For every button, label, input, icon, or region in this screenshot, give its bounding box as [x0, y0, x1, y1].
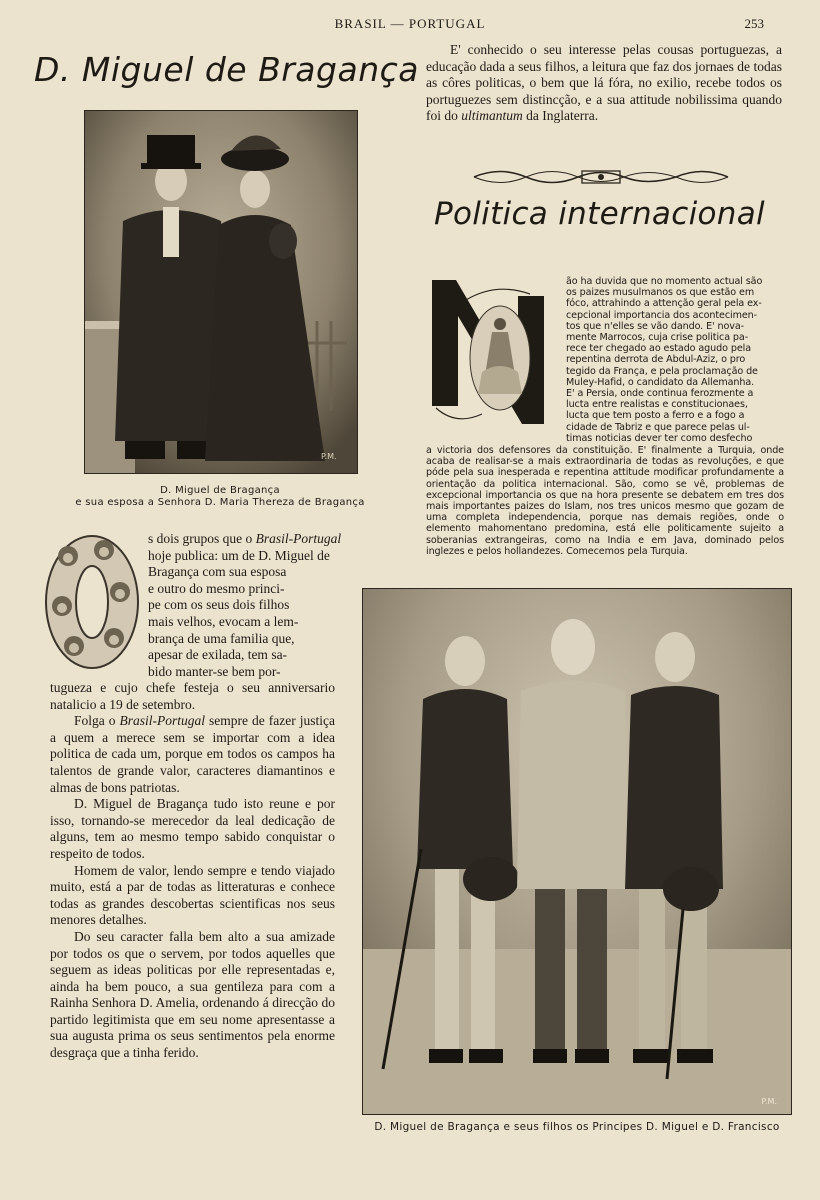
continuation-italic: ultimantum: [461, 108, 523, 124]
lead-line-3: Bragança com sua esposa: [148, 564, 287, 580]
politics-line-13: lucta que tem posto a ferro e a fogo a: [566, 410, 745, 422]
politics-body: [426, 445, 784, 557]
politics-line-9: tegido da França, e pela proclamação de: [566, 365, 758, 377]
politics-line-5: tos que n'elles se vão dando. E' nova-: [566, 320, 744, 332]
decorative-divider-ornament: [470, 166, 732, 188]
couple-photo-caption: [40, 485, 400, 509]
politics-line-14: cidade de Tabriz e que parece pelas ul-: [566, 421, 750, 433]
drop-cap-n-ornament: [426, 276, 552, 428]
politics-line-7: rece ter chegado ao estado agudo pela: [566, 343, 751, 355]
paragraph-3: D. Miguel de Bragança tudo isto reune e por isso, tornando-se merecedor da leal dedicação de alguns, tem ao mesmo tempo sabido conquistar o respeito de todos.: [50, 796, 335, 861]
article-title: D. Miguel de Bragança: [34, 50, 419, 89]
lead-line-5: pe com os seus dois filhos: [148, 597, 290, 613]
lead-line-1-start: s dois grupos que o: [148, 531, 256, 546]
family-photo-caption: D. Miguel de Bragança e seus filhos os Principes D. Miguel e D. Francisco: [374, 1121, 780, 1133]
lead-line-6: mais velhos, evocam a lem-: [148, 613, 299, 629]
politics-line-1: ão ha duvida que no momento actual são: [566, 276, 763, 287]
lead-line-1: [148, 531, 402, 548]
continuation-start: E' conhecido o seu interesse pelas cousas portuguezas, a educação dada a seus filhos, a leitura que faz dos jornaes de todas as côres politicas, o bem que lá fóra, no exilio, recebe todos os portuguezes sem distincção, e a sua attitude nobilissima quando foi do: [426, 42, 782, 124]
politics-line-12: lucta entre realistas e constitucionaes,: [566, 399, 748, 411]
politics-lead: [566, 276, 784, 444]
continuation-paragraph: [426, 42, 782, 125]
continuation-end: da Inglaterra.: [522, 108, 599, 124]
drop-cap-o-ornament: [44, 534, 140, 670]
article-continuation: [426, 42, 782, 125]
politics-line-2: os paizes musulmanos os que estão em: [566, 287, 755, 299]
lead-line-4: e outro do mesmo princi-: [148, 580, 285, 596]
paragraph-4: Homem de valor, lendo sempre e tendo viajado muito, está a par de todas as litteraturas e conhece todas as grandes descobertas scientificas nos seus menores detalhes.: [50, 862, 335, 928]
politics-line-10: Muley-Hafid, o candidato da Allemanha.: [566, 376, 755, 388]
photo-signature: P.M.: [761, 1097, 777, 1106]
paragraph-2-start: Folga o: [74, 713, 120, 729]
politics-line-4: cepcional importancia dos acontecimen-: [566, 309, 757, 321]
caption-line-2: e sua esposa a Senhora D. Maria Thereza de Bragança: [75, 497, 365, 508]
politics-line-6: mente Marrocos, cuja crise politica pa-: [566, 332, 749, 344]
politics-line-3: fóco, attrahindo a attenção geral pela ex-: [566, 298, 762, 310]
lead-line-8: apesar de exilada, tem sa-: [148, 647, 288, 663]
section-title: Politica internacional: [434, 196, 765, 232]
lead-line-1-italic: Brasil-Portugal: [255, 531, 342, 546]
running-head: BRASIL — PORTUGAL: [334, 16, 486, 31]
lead-line-7: brança de uma familia que,: [148, 630, 295, 646]
caption-line-1: D. Miguel de Bragança: [160, 485, 280, 496]
paragraph-2-rest: sempre de fazer justiça a quem a merece sem se importar com a idea politica de cada um, porque em todos os campos ha talentos de grande valor, caracteres diamantinos e almas de bons patriotas.: [50, 713, 335, 795]
politics-paragraph: a victoria dos defensores da constituição. E' finalmente a Turquia, onde acaba de realisar-se a mais extraordinaria de todas as revoluções, e que póde pela sua inesperada e repentina attitude modificar profundamente a orientação da politica internacional. São, como se vê, problemas de excepcional importancia os que na hora presente se debatem em tres dos mais importantes paizes do Islam, nos tres unicos mesmo que gozam de uma completa independencia, porque nas demais regiões, onde o elemento mahomentano predomina, está elle politicamente sujeito a soberanias extrangeiras, como na India e em Java, dominado pelos inglezes e pelos hollandezes. Comecemos pela Turquia.: [426, 445, 784, 557]
paragraph-1-end: tugueza e cujo chefe festeja o seu anniversario natalicio a 19 de setembro.: [50, 680, 335, 712]
politics-line-8: repentina derrota de Abdul-Aziz, o pro: [566, 354, 746, 366]
page-number: 253: [744, 16, 764, 31]
couple-photo: [84, 110, 358, 474]
politics-line-11: E' a Persia, onde continua ferozmente a: [566, 388, 754, 400]
paragraph-5: Do seu caracter falla bem alto a sua amizade por todos os que o servem, por todos aquelles que seguem as ideas politicas por elle representadas e, ainda ha bem pouco, a sua gentileza para com a Rainha Senhora D. Amelia, ordenando á direcção do partido legitimista que em seu nome apresentasse a sua augusta prima os seus sentimentos pela enorme desgraça que a tinha ferido.: [50, 928, 335, 1061]
politics-line-15: timas noticias dever ter como desfecho: [566, 432, 753, 444]
family-photo: [362, 588, 792, 1115]
article-body-left: [50, 680, 335, 1062]
lead-line-9: bido manter-se bem por-: [148, 663, 281, 679]
svg-text:P.M.: P.M.: [321, 452, 337, 461]
paragraph-2: [50, 713, 335, 796]
paragraph-2-italic: Brasil-Portugal: [119, 713, 206, 729]
lead-line-2: hoje publica: um de D. Miguel de: [148, 547, 330, 563]
